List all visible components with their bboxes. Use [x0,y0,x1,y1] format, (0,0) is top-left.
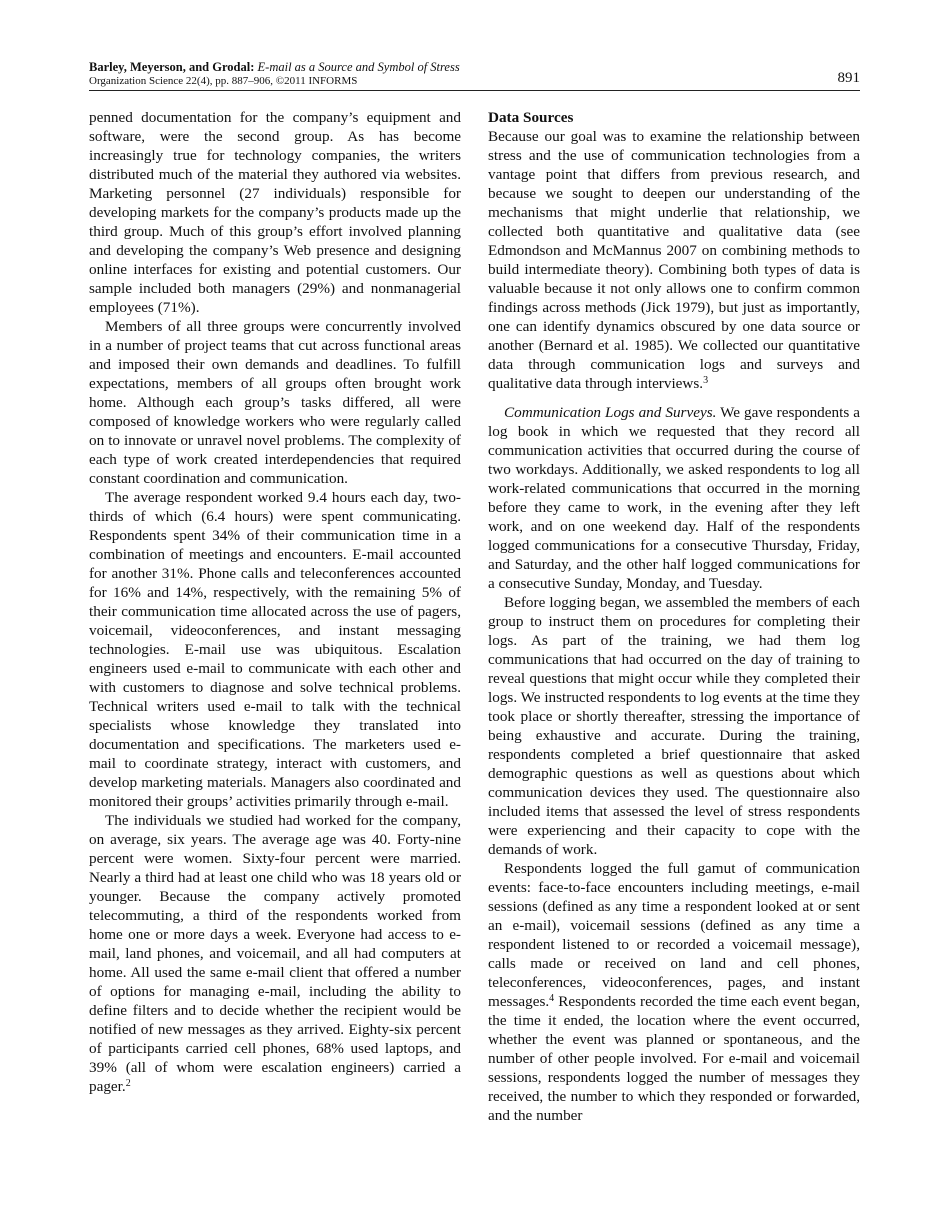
right-paragraph-1-text: Because our goal was to examine the relationship between stress and the use of communication technologies from a vantage point that differs from previous research, and because we sought to deepen our understanding of the mechanisms that might underlie that relationship, we collected both quantitative and qualitative data (see Edmondson and McMannus 2007 on combining methods to build intermediate theory). Combining both types of data is valuable because it not only allows one to confirm common findings across methods (Jick 1979), but just as importantly, one can identify dynamics obscured by one data source or another (Bernard et al. 1985). We collected our quantitative data through communication logs and surveys and qualitative data through interviews. [488,128,860,392]
right-paragraph-4-text-b: Respondents recorded the time each event began, the time it ended, the location where the event occurred, whether the event was planned or spontaneous, and the number of other people involved. For e-mail and voicemail sessions, respondents logged the number of messages they received, the number to which they responded or forwarded, and the number [488,993,860,1124]
footnote-marker-3: 3 [703,375,709,386]
right-paragraph-4 [488,859,860,1125]
left-paragraph-2: Members of all three groups were concurrently involved in a number of project teams that cut across functional areas and imposed their own demands and deadlines. To fulfill expectations, members of all groups often brought work home. Although each group’s tasks differed, all were composed of knowledge workers who were regularly called on to innovate or unravel novel problems. The complexity of each type of work created interdependencies that required constant coordination and communication. [89,318,461,487]
header-title-line [89,60,460,74]
header-authors: Barley, Meyerson, and Grodal: [89,60,255,74]
left-paragraph-3: The average respondent worked 9.4 hours each day, two-thirds of which (6.4 hours) were spent communicating. Respondents spent 34% of their communication time in a combination of meetings and encounters. E-mail accounted for another 31%. Phone calls and teleconferences accounted for 16% and 14%, respectively, with the remaining 5% of their communication time allocated across the use of pagers, voicemail, videoconferences, and instant messaging technologies. E-mail use was ubiquitous. Escalation engineers used e-mail to communicate with each other and with customers to diagnose and solve technical problems. Technical writers used e-mail to talk with the technical specialists whose knowledge they translated into documentation and specifications. The marketers used e-mail to coordinate strategy, interact with customers, and develop marketing materials. Managers also coordinated and monitored their groups’ activities primarily through e-mail. [89,489,461,810]
page-number: 891 [837,70,860,86]
header-journal-info: Organization Science 22(4), pp. 887–906, ©2011 INFORMS [89,75,358,87]
left-paragraph-1: penned documentation for the company’s equipment and software, were the second group. As has become increasingly true for technology companies, the writers distributed much of the material they authored via websites. Marketing personnel (27 individuals) responsible for developing markets for the company’s products made up the third group. Much of this group’s effort involved planning and developing the company’s Web presence and designing online interfaces for existing and potential customers. Our sample included both managers (29%) and nonmanagerial employees (71%). [89,109,461,316]
footnote-marker-2: 2 [125,1078,131,1089]
running-header [89,60,860,91]
header-article-title: E-mail as a Source and Symbol of Stress [257,60,460,74]
left-paragraph-4 [89,811,461,1096]
right-column [488,108,860,1125]
left-column [89,108,461,1096]
left-paragraph-4-text: The individuals we studied had worked for the company, on average, six years. The average age was 40. Forty-nine percent were women. Sixty-four percent were married. Nearly a third had at least one child who was 18 years old or younger. Because the company actively promoted telecommuting, a third of the respondents worked from home one or more days a week. Everyone had access to e-mail, land phones, and voicemail, and all had computers at home. All used the same e-mail client that offered a number of options for managing e-mail, including the ability to define filters and to decide whether the recipient would be notified of new messages as they arrived. Eighty-six percent of participants carried cell phones, 68% used laptops, and 39% (all of whom were escalation engineers) carried a pager. [89,812,461,1095]
right-paragraph-1 [488,127,860,393]
subsection-runin-heading: Communication Logs and Surveys. [504,404,717,421]
footnote-marker-4: 4 [549,993,555,1004]
section-heading-data-sources: Data Sources [488,109,574,126]
right-paragraph-4-text-a: Respondents logged the full gamut of communication events: face-to-face encounters including meetings, e-mail sessions (defined as any time a respondent looked at or sent an e-mail), voicemail sessions (defined as any time a respondent listened to or recorded a voicemail message), calls made or received on land and cell phones, teleconferences, videoconferences, pages, and instant messages. [488,860,860,1010]
right-paragraph-2-text: We gave respondents a log book in which we requested that they record all communication activities that occurred during the course of two workdays. Additionally, we asked respondents to log all work-related communications that occurred in the morning before they came to work, in the evening after they left work, and on one weekend day. Half of the respondents logged communications for a consecutive Thursday, Friday, and Saturday, and the other half logged communications for a consecutive Sunday, Monday, and Tuesday. [488,404,860,592]
right-paragraph-2 [488,403,860,593]
right-paragraph-3: Before logging began, we assembled the members of each group to instruct them on procedures for completing their logs. As part of the training, we had them log communications that had occurred on the day of training to reveal questions that might occur while they completed their logs. We instructed respondents to log events at the time they took place or shortly thereafter, stressing the importance of being exhaustive and accurate. During the training, respondents completed a brief questionnaire that asked demographic questions as well as questions about which communication devices they used. The questionnaire also included items that assessed the level of stress respondents were experiencing and their capacity to cope with the demands of work. [488,594,860,858]
